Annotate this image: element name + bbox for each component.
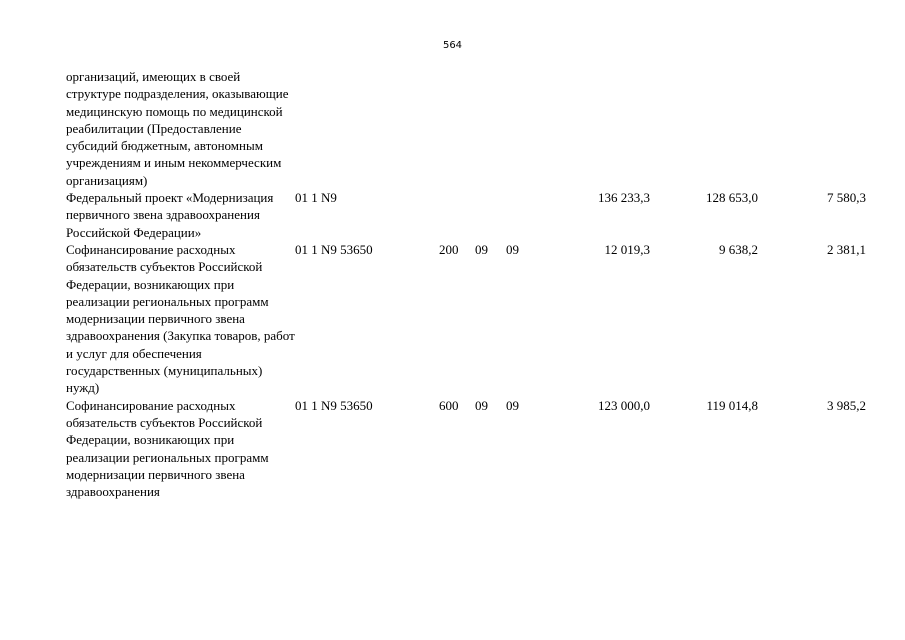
subsection-code: 09 [506, 241, 519, 257]
row-name: Софинансирование расходных обязательств субъектов Российской Федерации, возникающих при реализации региональных программ модернизации первичного звена здравоохранения (Закупка товаров, работ и услуг для обеспечения государственных (муниципальных) нужд) [66, 241, 295, 396]
expense-type: 600 [439, 397, 459, 413]
amount-total [536, 68, 650, 189]
table-row [66, 241, 866, 397]
row-name: организаций, имеющих в своей структуре подразделения, оказывающие медицинскую помощь по медицинской реабилитации (Предоставление субсидий бюджетным, автономным учреждениям и иным некоммерческим организациям) [66, 69, 289, 188]
amount-part-1 [650, 68, 758, 189]
expense-type [439, 189, 475, 241]
target-article-code: 01 1 N9 [295, 190, 337, 206]
section-code: 09 [475, 397, 488, 413]
amount-total: 136 233,3 [598, 190, 650, 206]
amount-part-1: 119 014,8 [706, 397, 758, 413]
amount-part-2: 2 381,1 [827, 241, 866, 257]
table-row [66, 397, 866, 501]
section-code: 09 [475, 241, 488, 257]
subsection-code [506, 68, 536, 189]
amount-part-2: 3 985,2 [827, 397, 866, 413]
amount-part-2 [758, 68, 866, 189]
subsection-code [506, 189, 536, 241]
section-code [475, 189, 506, 241]
amount-total: 12 019,3 [604, 241, 650, 257]
amount-part-2: 7 580,3 [827, 190, 866, 206]
subsection-code: 09 [506, 397, 519, 413]
amount-total: 123 000,0 [598, 397, 650, 413]
amount-part-1: 9 638,2 [719, 241, 758, 257]
table-row [66, 189, 866, 241]
target-article-code [295, 68, 439, 189]
target-article-code: 01 1 N9 53650 [295, 397, 373, 413]
amount-part-1: 128 653,0 [706, 190, 758, 206]
budget-table [66, 68, 866, 500]
row-name: Федеральный проект «Модернизация первичного звена здравоохранения Российской Федерации» [66, 190, 274, 240]
expense-type [439, 68, 475, 189]
section-code [475, 68, 506, 189]
table-row [66, 68, 866, 189]
row-name: Софинансирование расходных обязательств субъектов Российской Федерации, возникающих при реализации региональных программ модернизации первичного звена здравоохранения [66, 397, 269, 500]
target-article-code: 01 1 N9 53650 [295, 241, 373, 257]
expense-type: 200 [439, 241, 459, 257]
page-number: 564 [442, 40, 463, 51]
